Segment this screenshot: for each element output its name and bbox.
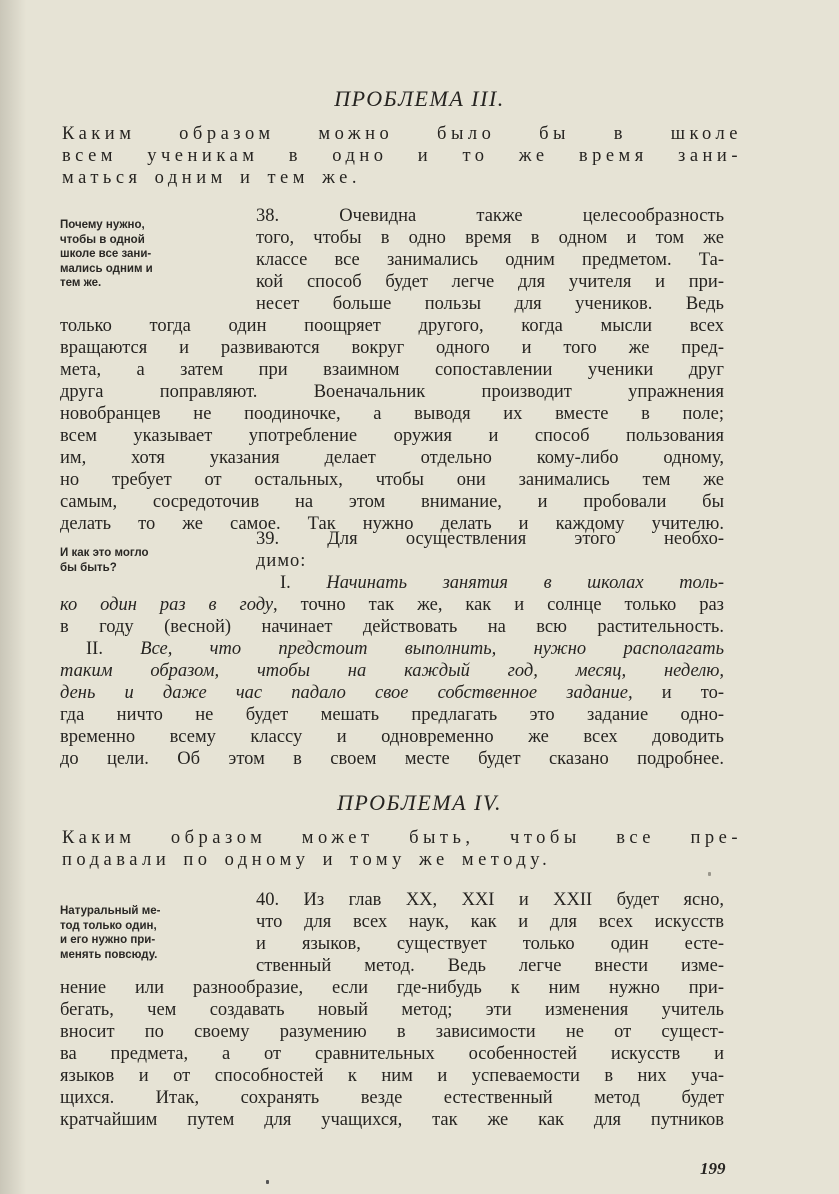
problem-4-line: подавали по одному и тому же методу. (62, 850, 552, 870)
problem-3-line: маться одним и тем же. (62, 168, 361, 188)
problem-3-line: Каким образом можно было бы в школе (62, 124, 742, 144)
paragraph-line: самым, сосредоточив на этом внимание, и пробовали бы (60, 492, 724, 512)
paragraph-line: кратчайшим путем для учащихся, так же как для путников (60, 1110, 724, 1130)
paragraph-line: делать то же самое. Так нужно делать и каждому учителю. (60, 514, 724, 534)
note-line: чтобы в одной (60, 233, 145, 246)
paragraph-line: таким образом, чтобы на каждый год, месяц, неделю, (60, 661, 724, 681)
item-number: II. (86, 639, 103, 659)
page-number: 199 (700, 1159, 726, 1178)
note-line: бы быть? (60, 561, 117, 574)
paragraph-line: щихся. Итак, сохранять везде естественный метод будет (60, 1088, 724, 1108)
paragraph-line: им, хотя указания делает отдельно кому-либо одному, (60, 448, 724, 468)
paragraph-line: мета, а затем при взаимном сопоставлении ученики друг (60, 360, 724, 380)
item-number: I. (280, 573, 291, 593)
note-line: тод только один, (60, 919, 157, 932)
note-line: и его нужно при- (60, 934, 156, 946)
emphasis-text: день и даже час падало свое собственное задание, (60, 683, 633, 703)
paragraph-line: несет больше пользы для учеников. Ведь (256, 294, 724, 314)
paragraph-39-item-1-line (280, 572, 724, 594)
paragraph-39-item-2-line (86, 638, 724, 660)
paragraph-line: но требует от остальных, чтобы они занимались тем же (60, 470, 724, 490)
emphasis-text: Все, что предстоит выполнить, нужно располагать (140, 639, 724, 659)
paragraph-line: ва предмета, а от сравнительных особенностей искусств и (60, 1044, 724, 1064)
paper-speck (266, 1180, 269, 1184)
note-line: менять повсюду. (60, 948, 158, 961)
paragraph-line: нение или разнообразие, если где-нибудь к ним нужно при- (60, 978, 724, 998)
paragraph-line: 38. Очевидна также целесообразность (256, 206, 724, 226)
margin-note-1 (60, 218, 232, 291)
paragraph-line: временно всему классу и одновременно же всех доводить (60, 727, 724, 747)
paragraph-line: ственный метод. Ведь легче внести изме- (256, 956, 724, 976)
paper-speck (708, 872, 711, 876)
paragraph-line: и языков, существует только один есте- (256, 934, 724, 954)
margin-note-3 (60, 904, 232, 962)
paragraph-line: 40. Из глав XX, XXI и XXII будет ясно, (256, 890, 724, 910)
paragraph-line: в году (весной) начинает действовать на всю растительность. (60, 617, 724, 637)
plain-text: , точно так же, как и солнце только раз (273, 595, 724, 615)
paragraph-39-item-2-line (60, 682, 724, 704)
note-line: школе все зани- (60, 248, 152, 260)
note-line: тем же. (60, 277, 102, 289)
problem-4-statement (62, 827, 742, 871)
margin-note-2 (60, 546, 232, 575)
paragraph-line: того, чтобы в одно время в одном и том же (256, 228, 724, 248)
note-line: И как это могло (60, 547, 149, 559)
emphasis-text: ко один раз в году (60, 595, 274, 615)
paragraph-line: друга поправляют. Военачальник производит упражнения (60, 382, 724, 402)
paragraph-line: вращаются и развиваются вокруг одного и того же пред- (60, 338, 724, 358)
problem-4-line: Каким образом может быть, чтобы все пре- (62, 828, 742, 848)
paragraph-line: кой способ будет легче для учителя и при- (256, 272, 724, 292)
paragraph-line: вносит по своему разумению в зависимости не от сущест- (60, 1022, 724, 1042)
heading-problem-4: ПРОБЛЕМА IV. (337, 790, 502, 815)
note-line: Натуральный ме- (60, 905, 161, 917)
heading-problem-3: ПРОБЛЕМА III. (334, 86, 505, 111)
paragraph-line: гда ничто не будет мешать предлагать это задание одно- (60, 705, 724, 725)
problem-3-line: всем ученикам в одно и то же время зани- (62, 146, 742, 166)
plain-text: и то- (632, 683, 725, 703)
paragraph-line: 39. Для осуществления этого необхо- (256, 529, 724, 549)
paragraph-line: бегать, чем создавать новый метод; эти изменения учитель (60, 1000, 724, 1020)
note-line: мались одним и (60, 262, 153, 275)
paragraph-line: языков и от способностей к ним и успеваемости в них уча- (60, 1066, 724, 1086)
note-line: Почему нужно, (60, 219, 145, 231)
paragraph-39-item-1-line (60, 594, 724, 616)
paragraph-line: всем указывает употребление оружия и способ пользования (60, 426, 724, 446)
paragraph-line: новобранцев не поодиночке, а выводя их вместе в поле; (60, 404, 724, 424)
paragraph-line: только тогда один поощряет другого, когда мысли всех (60, 316, 724, 336)
problem-3-statement (62, 123, 742, 189)
paragraph-line: что для всех наук, как и для всех искусств (256, 912, 724, 932)
paragraph-line: классе все занимались одним предметом. Та- (256, 250, 724, 270)
emphasis-text: Начинать занятия в школах толь- (326, 573, 724, 593)
paragraph-line: димо: (256, 551, 307, 571)
paragraph-line: до цели. Об этом в своем месте будет сказано подробнее. (60, 749, 724, 769)
